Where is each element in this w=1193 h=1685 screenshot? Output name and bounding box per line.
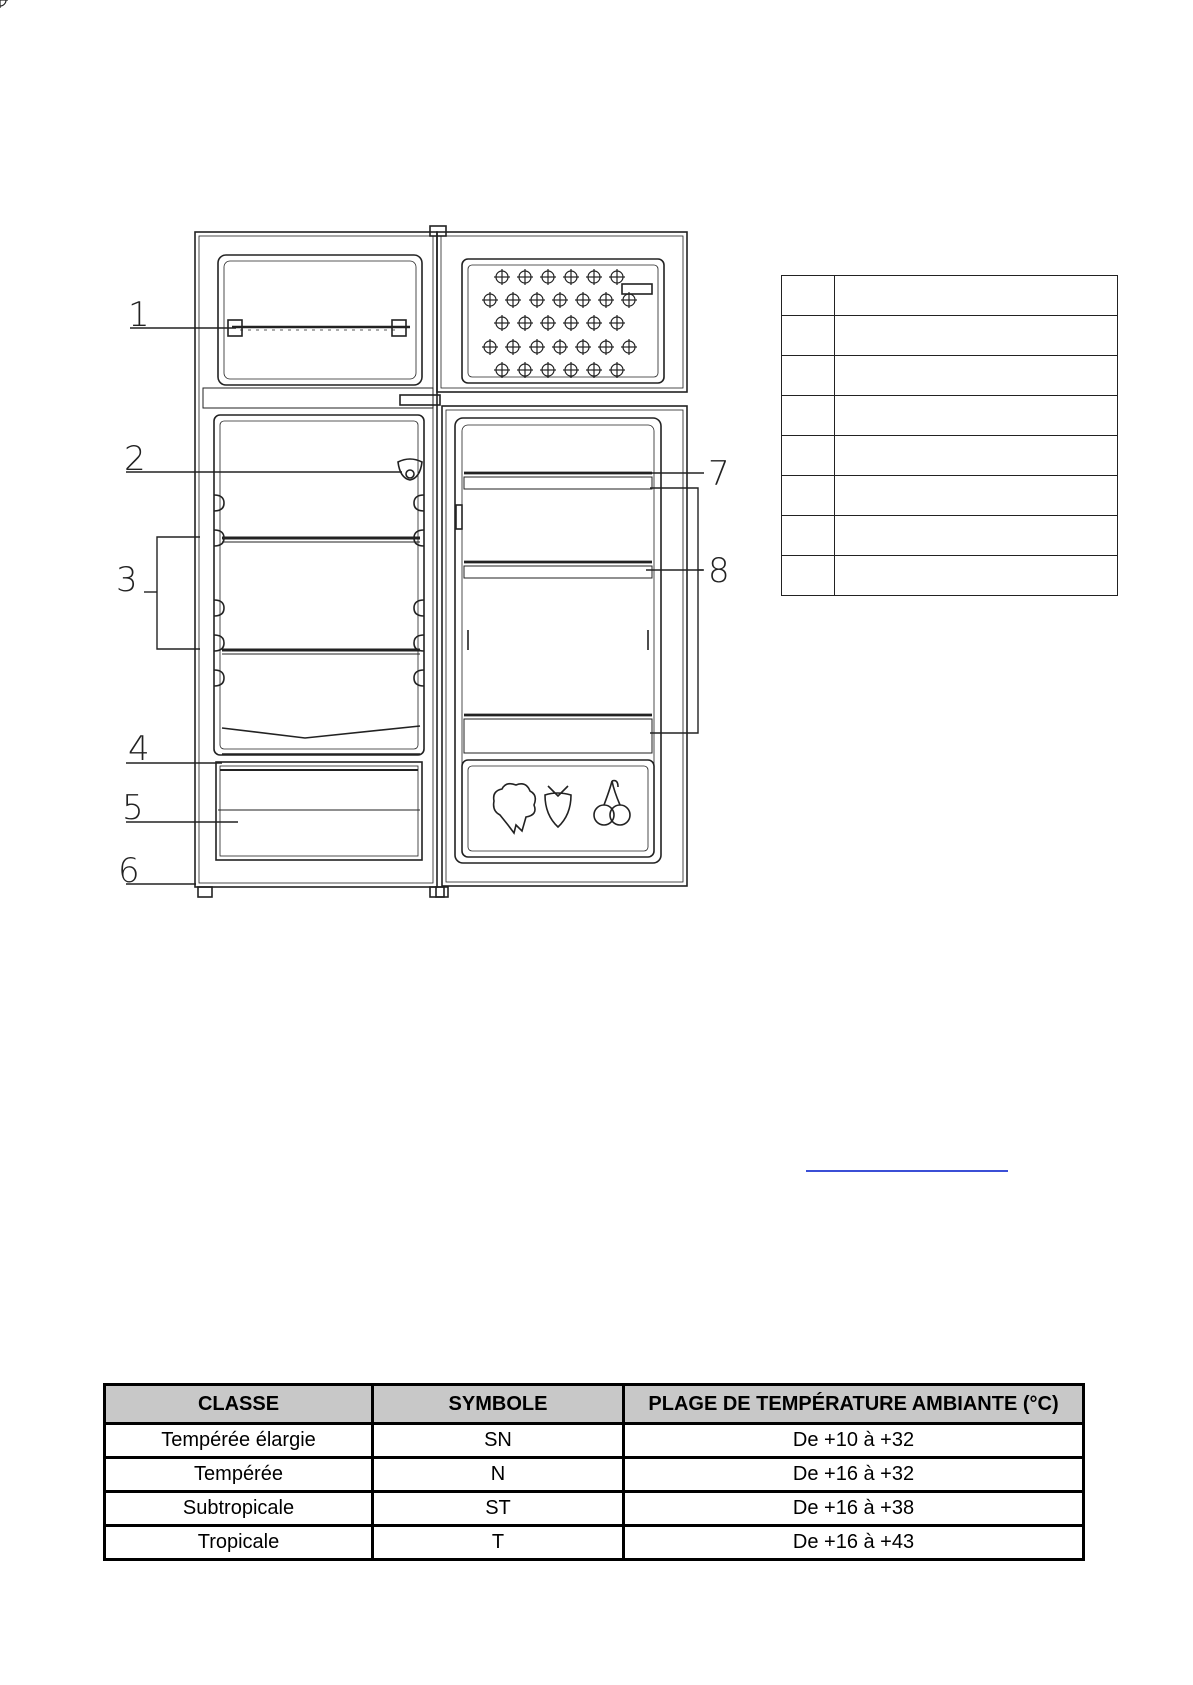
legend-description-cell <box>835 316 1118 356</box>
cell-classe: Tempérée élargie <box>105 1424 373 1458</box>
table-row <box>105 1458 1084 1492</box>
header-plage: PLAGE DE TEMPÉRATURE AMBIANTE (°C) <box>624 1385 1084 1424</box>
vegetable-icon <box>494 784 536 833</box>
cell-plage: De +16 à +32 <box>624 1458 1084 1492</box>
cell-plage: De +10 à +32 <box>624 1424 1084 1458</box>
cell-classe: Tempérée <box>105 1458 373 1492</box>
cell-classe: Subtropicale <box>105 1492 373 1526</box>
legend-number-cell <box>782 436 835 476</box>
table-row <box>105 1424 1084 1458</box>
callout-7: 7 <box>708 454 730 494</box>
cell-plage: De +16 à +38 <box>624 1492 1084 1526</box>
callout-5: 5 <box>122 788 144 828</box>
callout-1: 1 <box>128 295 150 335</box>
legend-description-cell <box>835 396 1118 436</box>
table-row <box>105 1526 1084 1560</box>
legend-number-cell <box>782 276 835 316</box>
legend-number-cell <box>782 356 835 396</box>
cell-symbole: T <box>373 1526 624 1560</box>
legend-description-cell <box>835 276 1118 316</box>
climate-class-table <box>103 1383 1085 1561</box>
legend-number-cell <box>782 516 835 556</box>
legend-row <box>782 516 1118 556</box>
callout-4: 4 <box>128 729 150 769</box>
callout-6: 6 <box>118 851 140 891</box>
legend-row <box>782 556 1118 596</box>
callout-2: 2 <box>124 439 146 479</box>
legend-number-cell <box>782 556 835 596</box>
header-symbole: SYMBOLE <box>373 1385 624 1424</box>
callout-8: 8 <box>708 551 730 591</box>
legend-row <box>782 396 1118 436</box>
legend-row <box>782 436 1118 476</box>
legend-description-cell <box>835 516 1118 556</box>
legend-row <box>782 276 1118 316</box>
left-door <box>195 232 444 897</box>
legend-body <box>782 276 1118 596</box>
legend-row <box>782 476 1118 516</box>
legend-description-cell <box>835 356 1118 396</box>
cell-symbole: ST <box>373 1492 624 1526</box>
legend-number-cell <box>782 396 835 436</box>
table-row <box>105 1492 1084 1526</box>
cherry-icon <box>594 781 630 825</box>
cell-plage: De +16 à +43 <box>624 1526 1084 1560</box>
legend-number-cell <box>782 316 835 356</box>
table-header-row <box>105 1385 1084 1424</box>
callout-3: 3 <box>116 560 138 600</box>
cell-symbole: N <box>373 1458 624 1492</box>
legend-table <box>781 275 1118 596</box>
callout-labels <box>116 295 730 891</box>
legend-description-cell <box>835 436 1118 476</box>
hyperlink[interactable] <box>806 1150 1008 1172</box>
legend-description-cell <box>835 476 1118 516</box>
cell-classe: Tropicale <box>105 1526 373 1560</box>
cell-symbole: SN <box>373 1424 624 1458</box>
legend-row <box>782 356 1118 396</box>
legend-description-cell <box>835 556 1118 596</box>
legend-row <box>782 316 1118 356</box>
legend-number-cell <box>782 476 835 516</box>
strawberry-icon <box>545 786 571 827</box>
header-classe: CLASSE <box>105 1385 373 1424</box>
